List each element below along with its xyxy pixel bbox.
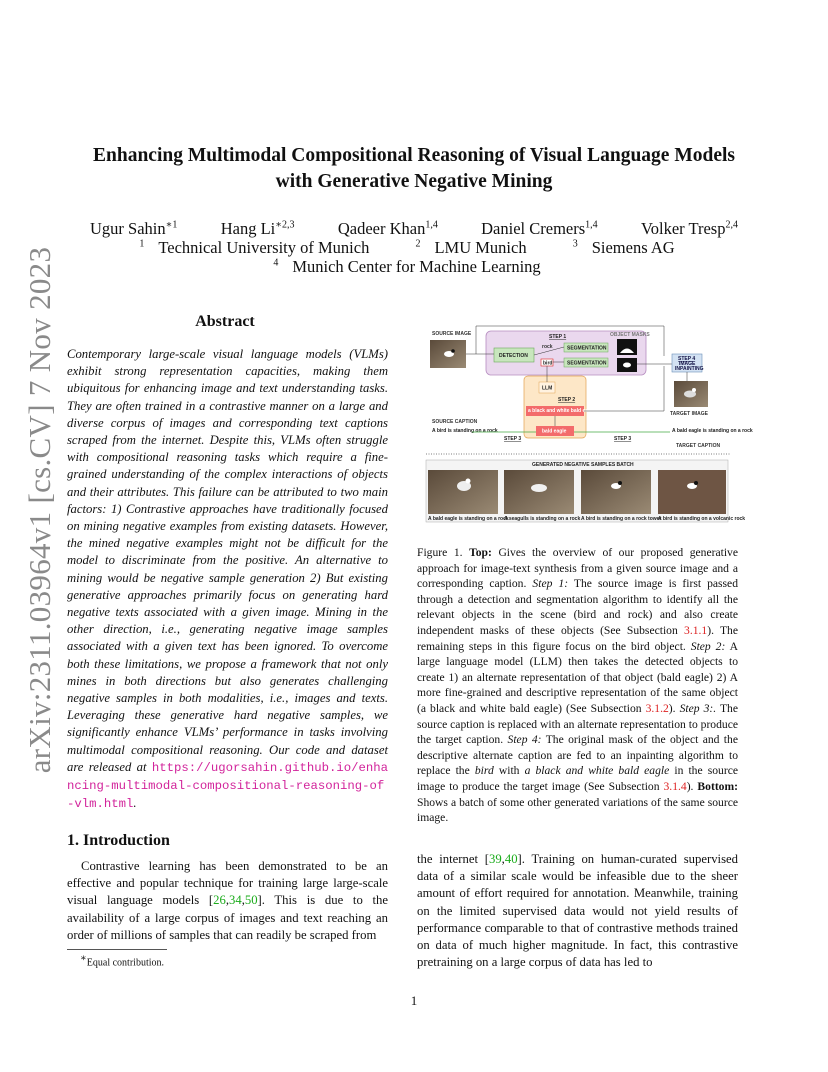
affiliation: $^3$ Siemens AG: [572, 238, 675, 257]
footnote-rule: [67, 949, 167, 950]
author: Hang $Li^{∗2,3}$: [220, 219, 295, 238]
author-list: [60, 219, 768, 239]
fig-source-image-label: SOURCE IMAGE: [432, 331, 472, 337]
code-link[interactable]: https://ugorsahin.github.io/enhancing-multimodal-compositional-reasoning-of-vlm.html: [67, 760, 388, 812]
svg-text:bald eagle: bald eagle: [542, 428, 567, 435]
svg-text:bird: bird: [543, 360, 553, 367]
fig-source-caption-text: A bird is standing on a rock: [432, 428, 498, 434]
arxiv-sidebar: [18, 246, 62, 774]
affiliations-line-2: $^4$ Munich Center for Machine Learning: [273, 257, 541, 276]
svg-text:INPAINTING: INPAINTING: [675, 366, 704, 372]
svg-text:IMAGE: IMAGE: [679, 361, 696, 367]
svg-text:TARGET IMAGE: TARGET IMAGE: [670, 411, 708, 417]
author: Qadeer Khan$^{1,4}$: [337, 219, 438, 238]
subsection-ref[interactable]: 3.1.2: [645, 701, 669, 715]
svg-text:A bird is standing on a rock t: A bird is standing on a rock tower: [581, 516, 662, 522]
abstract-body: Contemporary large-scale visual language models (VLMs) exhibit strong representation capacities, making them ubiquitous for enhancing image and text understanding tasks. They are often trained in a contrastive manner on a large and diverse corpus of images and corresponding text captions scraped from the internet. Despite this, VLMs often struggle with compositional reasoning tasks which require a fine-grained understanding of the complex interactions of objects and their attributes. This failure can be attributed to two main factors: 1) Contrastive approaches have traditionally focused on mining negative examples from existing datasets. However, the mined negative examples might not be difficult for the model to discriminate from the positive. An alternative to mining would be negative sample generation 2) But existing generative approaches primarily focus on generating hard negative texts associated with a given image. Mining in the other direction, i.e., generating negative image samples associated with a given text has been ignored. To overcome both these limitations, we propose a framework that not only mines in both directions but also generates challenging negative samples in both modalities, i.e., images and texts. Leveraging these generative hard negative samples, we significantly enhance VLMs’ performance in tasks involving multimodal compositional reasoning. Our code and dataset are released at https://ugorsahin.github.io/enhancing-multimodal-compositional-reasoning-of-vlm.html.: [67, 347, 388, 812]
paper-title: [60, 143, 768, 195]
affiliations-line-1: [60, 238, 768, 258]
citation[interactable]: 40: [504, 852, 518, 866]
title-line-2: with Generative Negative Mining: [275, 171, 553, 192]
svg-text:A bird is standing on a volcan: A bird is standing on a volcanic rock: [658, 516, 746, 522]
affiliation: $^2$ LMU Munich: [415, 238, 527, 257]
svg-text:DETECTION: DETECTION: [499, 353, 528, 359]
svg-text:a black and white bald eagle: a black and white bald eagle: [528, 408, 596, 414]
subsection-ref[interactable]: 3.1.1: [684, 623, 708, 637]
svg-text:STEP 3: STEP 3: [504, 436, 522, 442]
fig-step1-label: STEP 1: [549, 334, 567, 340]
svg-text:STEP 4: STEP 4: [678, 356, 696, 362]
abstract-heading: Abstract: [195, 313, 255, 330]
svg-text:A bald eagle is standing on a: A bald eagle is standing on a rock: [428, 516, 509, 522]
svg-text:TARGET CAPTION: TARGET CAPTION: [676, 443, 721, 449]
author: Daniel Cremers$^{1,4}$: [481, 219, 598, 238]
svg-text:rock: rock: [542, 344, 553, 350]
footnote: ∗Equal contribution.: [80, 953, 165, 969]
svg-text:LLM: LLM: [542, 385, 553, 392]
citation[interactable]: 34: [229, 893, 242, 908]
affiliation: $^1$ Technical University of Munich: [139, 238, 370, 257]
figure-caption: Figure 1. Top: Gives the overview of our proposed generative approach for image-text synthesis from a given source image and a corresponding caption. Step 1: The source image is first passed through a detection and segmentation algorithm to identify all the relevant objects in the scene (bird and rock) and also create independent masks of these objects (See Subsection 3.1.1). The remaining steps in this figure focus on the bird object. Step 2: A large language model (LLM) then takes the detected objects to create 1) an alternate representation of that object (bald eagle) 2) A more fine-grained and descriptive representation of the same object (a black and white bald eagle) (See Subsection 3.1.2). Step 3:. The source caption is replaced with an alternate representation to produce the target caption. Step 4: The original mask of the object and the descriptive alternate caption are fed to an inpainting algorithm to replace the bird with a black and white bald eagle in the source image to produce the target image (See Subsection 3.1.4). Bottom: Shows a batch of some other generated variations of the same source image.: [417, 546, 738, 825]
svg-text:SOURCE CAPTION: SOURCE CAPTION: [432, 419, 478, 425]
svg-text:SEGMENTATION: SEGMENTATION: [567, 360, 607, 367]
svg-text:STEP 2: STEP 2: [558, 397, 576, 403]
figure-1: [424, 326, 753, 526]
citation[interactable]: 26: [213, 893, 226, 908]
author: Ugur Sahin$^{∗1}$: [90, 219, 178, 238]
arxiv-id: arXiv:2311.03964v1 [cs.CV] 7 Nov 2023: [22, 246, 57, 774]
intro-paragraph-2: the internet [39,40]. Training on human-curated supervised data of a similar scale would be infeasible due to the sheer amount of effort required for annotation. Meanwhile, training on the limited supervised data would not yield results of performance comparable to that of contrastive methods trained on data of much higher magnitude. In fact, this contrastive pretraining on a large corpus of data has led to: [417, 852, 738, 970]
svg-text:STEP 3: STEP 3: [614, 436, 632, 442]
citation[interactable]: 39: [488, 852, 502, 866]
fig-object-masks-label: OBJECT MASKS: [610, 332, 650, 338]
intro-paragraph-1: Contrastive learning has been demonstrated to be an effective and popular technique for training large large-scale visual language models [26,34,50]. This is due to the availability of a large corpus of images and text reaching an order of millions of samples that can readily be scraped from: [67, 859, 389, 942]
title-line-1: Enhancing Multimodal Compositional Reasoning of Visual Language Models: [93, 145, 735, 166]
intro-heading: 1. Introduction: [67, 832, 170, 849]
svg-text:SEGMENTATION: SEGMENTATION: [567, 345, 607, 352]
subsection-ref[interactable]: 3.1.4: [663, 779, 687, 793]
page-number: 1: [410, 993, 418, 1008]
author: Volker Tresp$^{2,4}$: [640, 219, 738, 238]
svg-text:A seagulls is standing on a ro: A seagulls is standing on a rock: [504, 516, 581, 522]
fig-target-caption-text: A bald eagle is standing on a rock: [672, 428, 753, 434]
svg-text:GENERATED NEGATIVE SAMPLES BAT: GENERATED NEGATIVE SAMPLES BATCH: [532, 462, 634, 468]
citation[interactable]: 50: [244, 893, 258, 908]
